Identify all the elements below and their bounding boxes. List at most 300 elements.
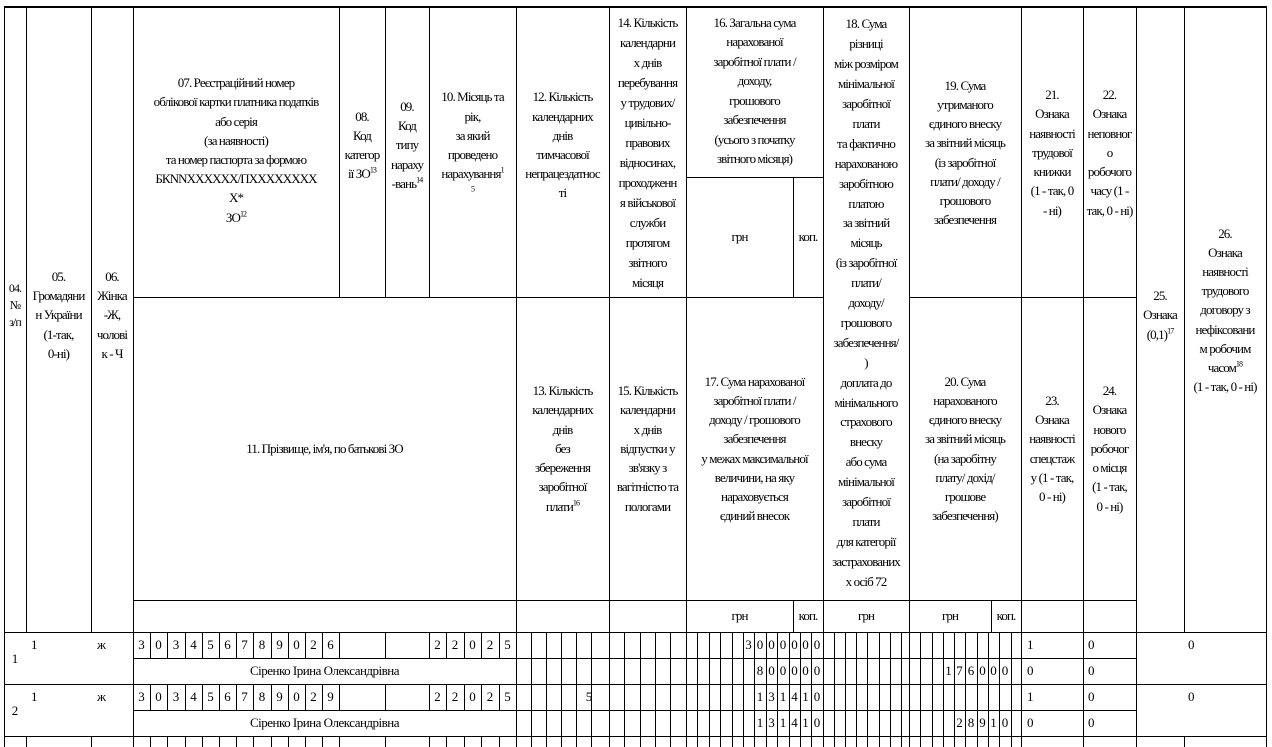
vertical-rule — [697, 684, 698, 711]
vertical-rule — [920, 710, 921, 737]
vertical-rule — [879, 658, 880, 685]
header-col-08: 08. Код категор ії ЗО$^{13}$ — [344, 108, 380, 182]
header-col-17: 17. Сума нарахованої заробітної плати / доходу / грошового забезпечення у межах максимальної величини, на яку нараховується єдиний внесок — [701, 373, 808, 524]
vertical-rule — [879, 710, 880, 737]
col-24-value: 0 — [1088, 663, 1095, 678]
total-income-digit: 3 — [745, 637, 752, 652]
contribution-digit: 0 — [979, 663, 986, 678]
header-col-19: 19. Сума утриманого єдиного внеску за звітний місяць (із заробітної плати/ доходу / грошового забезпечення — [924, 77, 1006, 228]
tax-id-digit: 5 — [207, 689, 214, 704]
vertical-rule — [932, 736, 933, 747]
vertical-rule — [977, 736, 978, 747]
vertical-rule — [1083, 684, 1084, 737]
total-income-digit: 0 — [813, 689, 821, 704]
vertical-rule — [999, 684, 1000, 711]
total-income-digit: 0 — [756, 637, 764, 652]
header-col-16-grn: грн — [731, 229, 748, 245]
vertical-rule — [834, 710, 835, 737]
vertical-rule — [879, 684, 880, 711]
vertical-rule — [965, 684, 966, 711]
capped-income-digit: 3 — [768, 715, 775, 730]
tax-id-digit: 0 — [155, 689, 162, 704]
header-col-21: 21. Ознака наявності трудової книжки (1 - так, 0 - ні) — [1029, 87, 1075, 218]
vertical-rule — [709, 684, 710, 711]
vertical-rule — [576, 710, 577, 737]
vertical-rule — [732, 684, 733, 711]
vertical-rule — [591, 736, 592, 747]
vertical-rule — [845, 736, 846, 747]
tax-id-digit: 0 — [293, 637, 300, 652]
col-23-value: 0 — [1027, 663, 1034, 678]
vertical-rule — [954, 684, 955, 711]
vertical-rule — [1011, 632, 1012, 659]
vertical-rule — [720, 710, 721, 737]
vertical-rule — [385, 684, 386, 711]
table-right-border — [1266, 6, 1267, 747]
vertical-rule — [1021, 632, 1022, 685]
vertical-rule — [1184, 736, 1185, 747]
total-income-digit: 0 — [791, 637, 798, 652]
row-number: 1 — [11, 651, 19, 666]
vertical-rule — [305, 736, 306, 747]
vertical-rule — [845, 632, 846, 659]
vertical-rule — [1021, 736, 1022, 747]
tax-id-digit: 4 — [190, 689, 197, 704]
contribution-digit: 9 — [979, 715, 986, 730]
vertical-rule — [686, 684, 687, 711]
units-kop-17: коп. — [798, 608, 818, 624]
vertical-rule — [531, 710, 532, 737]
tax-id-digit: 9 — [276, 637, 283, 652]
vertical-rule — [890, 658, 891, 685]
vertical-rule — [834, 658, 835, 685]
vertical-rule — [720, 736, 721, 747]
vertical-rule — [385, 632, 386, 659]
vertical-rule — [655, 736, 656, 747]
vertical-rule — [640, 632, 641, 659]
capped-income-digit: 0 — [768, 663, 775, 678]
vertical-rule — [150, 736, 151, 747]
vertical-rule — [1083, 736, 1084, 747]
vertical-rule — [845, 684, 846, 711]
period-digit: 2 — [486, 689, 494, 704]
total-income-digit: 0 — [779, 637, 787, 652]
vertical-rule — [167, 736, 168, 747]
vertical-rule — [909, 710, 910, 737]
total-income-digit: 0 — [813, 637, 821, 652]
vertical-rule — [561, 632, 562, 659]
tax-id-digit: 4 — [190, 637, 197, 652]
vertical-rule — [920, 632, 921, 659]
col-22-value: 0 — [1088, 689, 1095, 704]
vertical-rule — [743, 684, 744, 711]
vertical-rule — [670, 710, 671, 737]
header-col-10-footnote: 1 5 — [470, 165, 504, 195]
vertical-rule — [943, 632, 944, 659]
vertical-rule — [609, 658, 610, 685]
vertical-rule — [920, 658, 921, 685]
vertical-rule — [185, 736, 186, 747]
period-digit: 2 — [451, 689, 459, 704]
capped-income-digit: 4 — [791, 715, 798, 730]
vertical-rule — [591, 658, 592, 685]
tax-id-digit: 6 — [224, 689, 231, 704]
header-col-08-footnote: 13 — [369, 165, 377, 175]
vertical-rule — [546, 710, 547, 737]
vertical-rule — [655, 684, 656, 711]
row-bottom-border — [4, 684, 1267, 685]
vertical-rule — [800, 736, 801, 747]
vertical-rule — [879, 632, 880, 659]
row-number: 2 — [11, 703, 19, 718]
vertical-rule — [670, 632, 671, 659]
row-citizen: 1 — [31, 689, 38, 704]
vertical-rule — [823, 710, 824, 737]
tax-id-digit: 9 — [327, 689, 334, 704]
person-name: Сіренко Ірина Олександрівна — [249, 663, 400, 678]
contribution-digit: 0 — [1001, 715, 1009, 730]
vertical-rule — [609, 710, 610, 737]
col-21-value: 1 — [1027, 637, 1034, 652]
tax-id-digit: 5 — [207, 637, 214, 652]
vertical-rule — [867, 658, 868, 685]
period-digit: 5 — [504, 689, 511, 704]
vertical-rule — [732, 658, 733, 685]
vertical-rule — [576, 684, 577, 711]
vertical-rule — [1011, 736, 1012, 747]
vertical-rule — [516, 736, 517, 747]
vertical-rule — [546, 736, 547, 747]
vertical-rule — [697, 710, 698, 737]
row-gender: ж — [97, 637, 106, 652]
header-col-14: 14. Кількість календарни х днів перебування у трудових/ цивільно- правових відносинах, проходженн я військової служби протягом звітного місяця — [617, 14, 678, 290]
header-col-06: 06. Жінка -Ж, чолові к - Ч — [96, 268, 128, 361]
vertical-rule — [686, 658, 687, 685]
vertical-rule — [909, 684, 910, 711]
vertical-rule — [766, 736, 767, 747]
vertical-rule — [609, 736, 610, 747]
vertical-rule — [920, 684, 921, 711]
vertical-rule — [624, 710, 625, 737]
period-digit: 0 — [469, 637, 476, 652]
capped-income-digit: 0 — [813, 715, 821, 730]
header-col-04: 04. № з/п — [8, 280, 22, 329]
vertical-rule — [834, 684, 835, 711]
header-col-15: 15. Кількість календарни х днів відпустки у зв'язку з вагітністю та пологами — [616, 383, 679, 514]
header-bottom-border — [4, 632, 1267, 633]
header-col-11: 11. Прізвище, ім'я, по батькові ЗО — [246, 440, 403, 456]
tax-id-digit: 3 — [172, 637, 180, 652]
vertical-rule — [823, 658, 824, 685]
vertical-rule — [516, 658, 517, 685]
vertical-rule — [977, 632, 978, 659]
capped-income-digit: 0 — [813, 663, 821, 678]
vertical-rule — [624, 632, 625, 659]
total-income-digit: 0 — [768, 637, 775, 652]
vertical-rule — [697, 632, 698, 659]
vertical-rule — [999, 736, 1000, 747]
header-col-07: 07. Реєстраційний номер облікової картки платника податків або серія (за наявності) та номер паспорта за формою БКNNXXXXXX/ПXXXXXXXX X* ЗО$^{12}$ — [153, 75, 319, 225]
row-mid-line — [133, 658, 1137, 659]
period-digit: 2 — [486, 637, 494, 652]
tax-id-digit: 7 — [241, 689, 248, 704]
period-digit: 2 — [434, 637, 441, 652]
vertical-rule — [901, 658, 902, 685]
vertical-rule — [576, 632, 577, 659]
vertical-rule — [655, 710, 656, 737]
tax-id-digit: 3 — [138, 689, 145, 704]
tax-id-digit: 6 — [224, 637, 231, 652]
contribution-digit: 0 — [1001, 663, 1009, 678]
vertical-rule — [823, 632, 824, 659]
total-income-digit: 3 — [768, 689, 775, 704]
vertical-rule — [856, 736, 857, 747]
vertical-rule — [867, 736, 868, 747]
header-col-18: 18. Сума різниці між розміром мінімальної заробітної плати та фактично нарахованою заробітною платою за звітний місяць (із заробітної плати/ доходу/ грошового забезпечення/ ) доплата до мінімального страхового внеску або сума мінімальної заробітної плати для категорії застрахованих х осіб 72 — [832, 16, 900, 589]
vertical-rule — [732, 736, 733, 747]
vertical-rule — [686, 736, 687, 747]
vertical-rule — [697, 658, 698, 685]
vertical-rule — [890, 710, 891, 737]
person-name: Сіренко Ірина Олександрівна — [249, 715, 400, 730]
tax-id-digit: 0 — [293, 689, 300, 704]
vertical-rule — [867, 710, 868, 737]
units-grn-20: грн — [941, 608, 959, 624]
vertical-rule — [856, 684, 857, 711]
vertical-rule — [531, 658, 532, 685]
vertical-rule — [754, 736, 755, 747]
vertical-rule — [1011, 658, 1012, 685]
vertical-rule — [932, 684, 933, 711]
vertical-rule — [1136, 684, 1137, 737]
vertical-rule — [732, 710, 733, 737]
tax-id-digit: 2 — [310, 689, 317, 704]
capped-income-digit: 8 — [756, 663, 764, 678]
header-col-10: 10. Місяць та рік, за який проведено нарахування$^{1 5}$ — [441, 89, 504, 195]
vertical-rule — [576, 658, 577, 685]
vertical-rule — [26, 736, 27, 747]
vertical-rule — [686, 710, 687, 737]
col-24-value: 0 — [1088, 715, 1095, 730]
vertical-rule — [576, 736, 577, 747]
vertical-rule — [977, 684, 978, 711]
vertical-rule — [271, 736, 272, 747]
vertical-rule — [1021, 684, 1022, 737]
row-gender: ж — [97, 689, 106, 704]
vertical-rule — [901, 710, 902, 737]
vertical-rule — [288, 736, 289, 747]
header-col-09: 09. Код типу нараху -вань$^{14}$ — [390, 98, 424, 191]
vertical-rule — [811, 736, 812, 747]
tax-id-digit: 9 — [276, 689, 283, 704]
contribution-digit: 7 — [956, 663, 963, 678]
tax-id-digit: 7 — [241, 637, 248, 652]
contribution-digit: 2 — [956, 715, 963, 730]
row-citizen: 1 — [31, 637, 38, 652]
vertical-rule — [709, 632, 710, 659]
tax-id-digit: 8 — [258, 689, 266, 704]
vertical-rule — [322, 736, 323, 747]
vertical-rule — [867, 632, 868, 659]
vertical-rule — [743, 658, 744, 685]
vertical-rule — [546, 632, 547, 659]
vertical-rule — [932, 710, 933, 737]
vertical-rule — [720, 684, 721, 711]
capped-income-digit: 1 — [779, 715, 787, 730]
vertical-rule — [720, 632, 721, 659]
vertical-rule — [743, 736, 744, 747]
vertical-rule — [561, 710, 562, 737]
vertical-rule — [655, 632, 656, 659]
units-kop-20: коп. — [996, 608, 1016, 624]
vertical-rule — [777, 736, 778, 747]
header-col-13-footnote: 16 — [572, 498, 580, 508]
vertical-rule — [1011, 684, 1012, 711]
vertical-rule — [516, 684, 517, 711]
header-col-23: 23. Ознака наявності спецстаж у (1 - так, 0 - ні) — [1029, 392, 1075, 504]
capped-income-digit: 1 — [802, 715, 809, 730]
contribution-digit: 8 — [967, 715, 975, 730]
vertical-rule — [546, 684, 547, 711]
vertical-rule — [732, 632, 733, 659]
vertical-rule — [901, 632, 902, 659]
row-mid-line — [133, 710, 1137, 711]
vertical-rule — [879, 736, 880, 747]
vertical-rule — [499, 736, 500, 747]
header-col-16-kop: коп. — [798, 229, 818, 245]
vertical-rule — [640, 710, 641, 737]
header-col-05: 05. Громадяни н України (1-так, 0-ні) — [32, 268, 85, 361]
vertical-rule — [890, 632, 891, 659]
vertical-rule — [909, 736, 910, 747]
vertical-rule — [133, 736, 134, 747]
vertical-rule — [516, 710, 517, 737]
vertical-rule — [920, 736, 921, 747]
vertical-rule — [909, 632, 910, 659]
vertical-rule — [1011, 710, 1012, 737]
units-grn-18: грн — [857, 608, 875, 624]
vertical-rule — [1136, 632, 1137, 685]
vertical-rule — [339, 684, 340, 711]
vertical-rule — [932, 632, 933, 659]
vertical-rule — [670, 736, 671, 747]
vertical-rule — [609, 684, 610, 711]
header-col-24: 24. Ознака нового робочог о місця (1 - так, 0 - ні) — [1090, 383, 1129, 514]
vertical-rule — [932, 658, 933, 685]
vertical-rule — [909, 658, 910, 685]
header-col-25: 25. Ознака $(0,1)^{17}$ — [1143, 288, 1177, 342]
capped-income-digit: 0 — [791, 663, 798, 678]
capped-income-digit: 0 — [802, 663, 809, 678]
total-income-digit: 4 — [791, 689, 798, 704]
vertical-rule — [609, 632, 610, 659]
vertical-rule — [999, 632, 1000, 659]
vertical-rule — [429, 736, 430, 747]
tax-id-digit: 3 — [172, 689, 180, 704]
vertical-rule — [720, 658, 721, 685]
vertical-rule — [561, 684, 562, 711]
vertical-rule — [339, 736, 340, 747]
vertical-rule — [531, 736, 532, 747]
vertical-rule — [640, 736, 641, 747]
header-col-09-footnote: 14 — [416, 175, 423, 185]
vertical-rule — [901, 736, 902, 747]
capped-income-digit: 0 — [779, 663, 787, 678]
col-22-value: 0 — [1088, 637, 1095, 652]
row-bottom-border — [4, 736, 1267, 737]
vertical-rule — [697, 736, 698, 747]
tax-id-digit: 8 — [258, 637, 266, 652]
vertical-rule — [670, 684, 671, 711]
contribution-digit: 1 — [990, 715, 997, 730]
vertical-rule — [943, 710, 944, 737]
vertical-rule — [546, 658, 547, 685]
vertical-rule — [988, 632, 989, 659]
vertical-rule — [385, 736, 386, 747]
vertical-rule — [464, 736, 465, 747]
vertical-rule — [624, 736, 625, 747]
vertical-rule — [834, 632, 835, 659]
header-col-20: 20. Сума нарахованого єдиного внеску за звітний місяць (на заробітну плату/ дохід/ грошове забезпечення) — [924, 373, 1006, 524]
vertical-rule — [640, 684, 641, 711]
total-income-digit: 1 — [756, 689, 764, 704]
vertical-rule — [91, 736, 92, 747]
vertical-rule — [988, 684, 989, 711]
period-digit: 2 — [434, 689, 441, 704]
header-col-13: 13. Кількість календарних днів без збереження заробітної плати$^{16}$ — [532, 383, 593, 514]
vertical-rule — [856, 632, 857, 659]
vertical-rule — [901, 684, 902, 711]
vertical-rule — [965, 736, 966, 747]
contribution-digit: 1 — [945, 663, 952, 678]
header-col-12: 12. Кількість календарних днів тимчасової непрацездатнос ті — [525, 89, 600, 201]
vertical-rule — [591, 710, 592, 737]
capped-income-digit: 1 — [756, 715, 764, 730]
contribution-digit: 6 — [967, 663, 975, 678]
vertical-rule — [591, 632, 592, 659]
vertical-rule — [236, 736, 237, 747]
vertical-rule — [481, 736, 482, 747]
vertical-rule — [670, 658, 671, 685]
vertical-rule — [686, 632, 687, 659]
vertical-rule — [709, 658, 710, 685]
vertical-rule — [655, 658, 656, 685]
header-col-22: 22. Ознака неповног о робочого часу (1 - так, 0 - ні) — [1086, 87, 1133, 218]
vertical-rule — [954, 632, 955, 659]
col-23-value: 0 — [1027, 715, 1034, 730]
vertical-rule — [1136, 736, 1137, 747]
days-worked: 5 — [585, 689, 593, 704]
vertical-rule — [789, 736, 790, 747]
col-21-value: 1 — [1027, 689, 1034, 704]
vertical-rule — [446, 736, 447, 747]
header-col-16: 16. Загальна сума нарахованої заробітної плати / доходу, грошового забезпечення (усього з початку звітного місяця) — [713, 14, 796, 166]
period-digit: 5 — [504, 637, 511, 652]
vertical-rule — [845, 710, 846, 737]
contribution-digit: 0 — [990, 663, 997, 678]
vertical-rule — [531, 632, 532, 659]
vertical-rule — [890, 684, 891, 711]
header-col-07-footnote: 12 — [239, 209, 247, 219]
period-digit: 2 — [451, 637, 459, 652]
vertical-rule — [867, 684, 868, 711]
vertical-rule — [823, 684, 824, 711]
vertical-rule — [834, 736, 835, 747]
vertical-rule — [531, 684, 532, 711]
vertical-rule — [743, 710, 744, 737]
col-26-value: 0 — [1188, 689, 1195, 704]
vertical-rule — [561, 658, 562, 685]
